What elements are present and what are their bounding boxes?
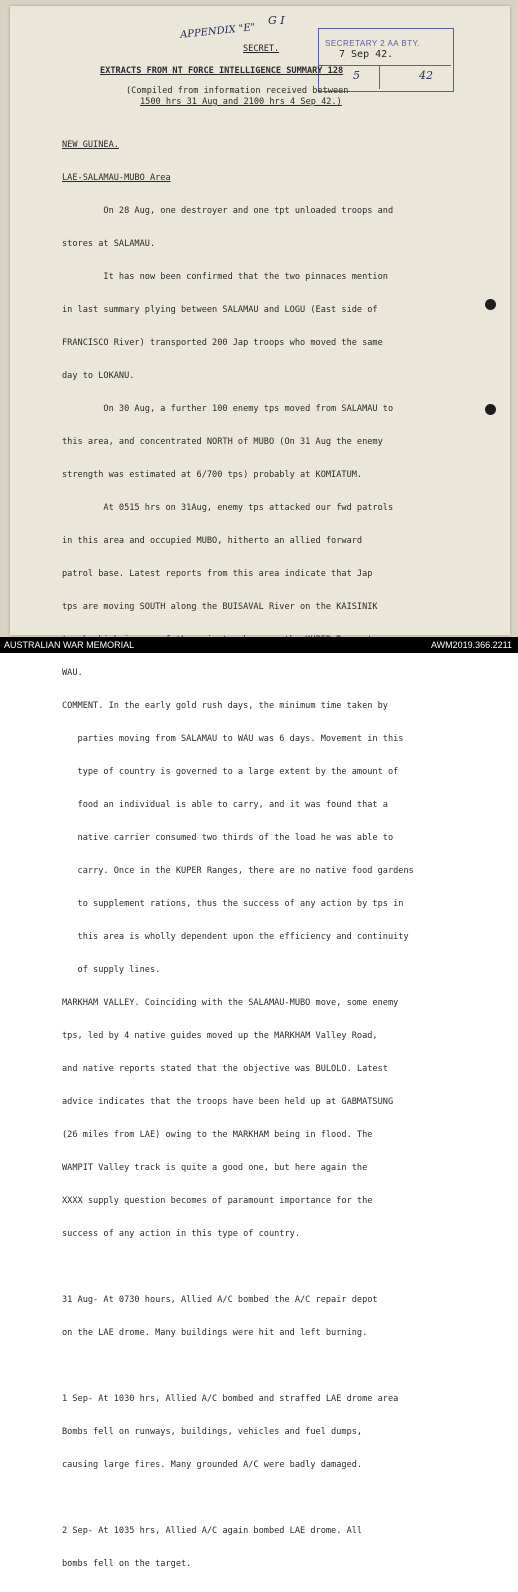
punch-hole-bottom xyxy=(485,404,496,415)
body-line: WAMPIT Valley track is quite a good one, but here again the xyxy=(62,1163,368,1173)
body-line: bombs fell on the target. xyxy=(62,1559,192,1569)
punch-hole-top xyxy=(485,299,496,310)
body-line: food an individual is able to carry, and it was found that a xyxy=(62,800,388,810)
stamp-number-2: 42 xyxy=(419,69,433,82)
document-title: EXTRACTS FROM NT FORCE INTELLIGENCE SUMMARY 128 xyxy=(100,66,344,76)
footer-institution: AUSTRALIAN WAR MEMORIAL xyxy=(4,640,135,650)
stamp-divider-v xyxy=(379,65,380,89)
body-line: (26 miles from LAE) owing to the MARKHAM being in flood. The xyxy=(62,1130,373,1140)
body-line: day to LOKANU. xyxy=(62,371,135,381)
handwritten-gi-note: G I xyxy=(268,14,285,27)
body-line: in this area and occupied MUBO, hitherto an allied forward xyxy=(62,536,363,546)
body-line: 1 Sep- At 1030 hrs, Allied A/C bombed and straffed LAE drome area xyxy=(62,1394,399,1404)
body-line: on the LAE drome. Many buildings were hit and left burning. xyxy=(62,1328,368,1338)
body-line: WAU. xyxy=(62,668,83,678)
handwritten-appendix-note: APPENDIX "E" xyxy=(179,22,256,41)
body-line: XXXX supply question becomes of paramount importance for the xyxy=(62,1196,373,1206)
body-line: type of country is governed to a large extent by the amount of xyxy=(62,767,399,777)
stamp-date: 7 Sep 42. xyxy=(339,49,394,60)
stamp-number-1: 5 xyxy=(353,69,360,82)
body-line: NEW GUINEA. xyxy=(62,140,119,150)
body-line: 31 Aug- At 0730 hours, Allied A/C bombed the A/C repair depot xyxy=(62,1295,378,1305)
body-line: in last summary plying between SALAMAU and LOGU (East side of xyxy=(62,305,378,315)
body-line: strength was estimated at 6/700 tps) probably at KOMIATUM. xyxy=(62,470,363,480)
body-line: and native reports stated that the objective was BULOLO. Latest xyxy=(62,1064,388,1074)
body-line: tps are moving SOUTH along the BUISAVAL River on the KAISINIK xyxy=(62,602,378,612)
body-line: native carrier consumed two thirds of the load he was able to xyxy=(62,833,394,843)
registry-stamp xyxy=(318,28,454,92)
body-line: advice indicates that the troops have been held up at GABMATSUNG xyxy=(62,1097,394,1107)
body-line: At 0515 hrs on 31Aug, enemy tps attacked our fwd patrols xyxy=(62,503,394,513)
body-line: of supply lines. xyxy=(62,965,161,975)
body-line: FRANCISCO River) transported 200 Jap troops who moved the same xyxy=(62,338,383,348)
body-line: 2 Sep- At 1035 hrs, Allied A/C again bombed LAE drome. All xyxy=(62,1526,363,1536)
body-line: carry. Once in the KUPER Ranges, there are no native food gardens xyxy=(62,866,414,876)
body-line: patrol base. Latest reports from this area indicate that Jap xyxy=(62,569,373,579)
body-line: parties moving from SALAMAU to WAU was 6 days. Movement in this xyxy=(62,734,404,744)
classification-label: SECRET. xyxy=(243,44,280,54)
document-body xyxy=(62,118,482,1592)
body-line: On 28 Aug, one destroyer and one tpt unloaded troops and xyxy=(62,206,394,216)
document-subtitle-line2: 1500 hrs 31 Aug and 2100 hrs 4 Sep 42.) xyxy=(140,97,342,107)
body-line: tps, led by 4 native guides moved up the MARKHAM Valley Road, xyxy=(62,1031,378,1041)
body-line: success of any action in this type of country. xyxy=(62,1229,300,1239)
body-line: this area, and concentrated NORTH of MUBO (On 31 Aug the enemy xyxy=(62,437,383,447)
body-line: COMMENT. In the early gold rush days, the minimum time taken by xyxy=(62,701,388,711)
stamp-unit: SECRETARY 2 AA BTY. xyxy=(325,39,421,48)
body-line: causing large fires. Many grounded A/C were badly damaged. xyxy=(62,1460,363,1470)
body-line: On 30 Aug, a further 100 enemy tps moved from SALAMAU to xyxy=(62,404,394,414)
footer-accession-number: AWM2019.366.2211 xyxy=(430,640,512,650)
document-subtitle-line1: (Compiled from information received between xyxy=(126,86,349,96)
body-line: MARKHAM VALLEY. Coinciding with the SALAMAU-MUBO move, some enemy xyxy=(62,998,399,1008)
body-line: this area is wholly dependent upon the efficiency and continuity xyxy=(62,932,409,942)
body-line: to supplement rations, thus the success of any action by tps in xyxy=(62,899,404,909)
archive-footer xyxy=(0,637,518,653)
body-line: Bombs fell on runways, buildings, vehicles and fuel dumps, xyxy=(62,1427,363,1437)
body-line xyxy=(62,1262,482,1273)
body-line: It has now been confirmed that the two pinnaces mention xyxy=(62,272,388,282)
body-line xyxy=(62,1361,482,1372)
body-line xyxy=(62,1493,482,1504)
body-line: LAE-SALAMAU-MUBO Area xyxy=(62,173,171,183)
body-line: stores at SALAMAU. xyxy=(62,239,156,249)
